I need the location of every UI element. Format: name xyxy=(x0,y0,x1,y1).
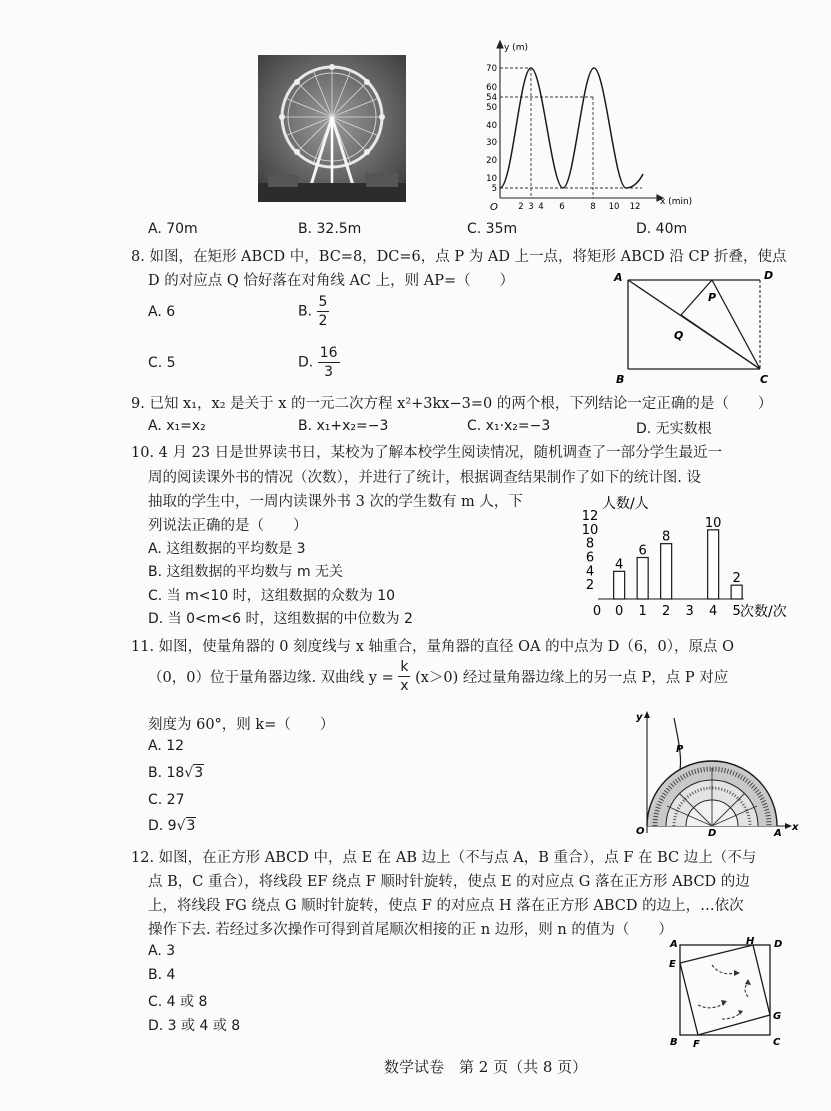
fraction xyxy=(317,293,330,330)
x-tick-label: 0 xyxy=(615,604,624,619)
q11-option-c[interactable]: C. 27 xyxy=(148,792,185,808)
q11-line2 xyxy=(148,658,728,695)
q11-line2-post: (x＞0) 经过量角器边缘上的另一点 P，点 P 对应 xyxy=(415,670,729,686)
denominator: x xyxy=(400,678,409,694)
y-tick: 54 xyxy=(486,93,497,103)
label-q: Q xyxy=(674,329,684,342)
y-tick: 40 xyxy=(486,121,497,131)
y-tick-label: 4 xyxy=(585,564,595,580)
numerator: k xyxy=(400,659,409,675)
x-tick-label: 1 xyxy=(638,604,647,619)
protractor-figure xyxy=(622,708,802,838)
q12-line1: 12. 如图，在正方形 ABCD 中，点 E 在 AB 边上（不与点 A，B 重合），点 F 在 BC 边上（不与 xyxy=(131,850,757,866)
q8-text-line2: D 的对应点 Q 恰好落在对角线 AC 上，则 AP=（ ） xyxy=(148,273,515,289)
q8-option-d-prefix: D. xyxy=(298,354,314,371)
label-d: D xyxy=(708,828,717,838)
x-tick-label: 3 xyxy=(685,604,694,619)
label-f: F xyxy=(693,1039,700,1050)
q8-option-b[interactable] xyxy=(298,293,329,330)
q11-line3: 刻度为 60°，则 k=（ ） xyxy=(148,717,335,733)
graph-y-label: y (m) xyxy=(504,43,528,53)
q10-line3: 抽取的学生中，一周内读课外书 3 次的学生数有 m 人，下 xyxy=(148,494,523,510)
q12-line2: 点 B，C 重合），将线段 EF 绕点 F 顺时针旋转，使点 E 的对应点 G 落在正方形 ABCD 的边 xyxy=(148,874,750,890)
q11-line2-pre: （0，0）位于量角器边缘. 双曲线 y = xyxy=(148,670,394,686)
origin-label: 0 xyxy=(592,604,602,619)
label-p: P xyxy=(676,744,684,755)
bar-0 xyxy=(614,571,625,599)
x-tick: 2 xyxy=(518,202,524,212)
q10-option-b[interactable]: B. 这组数据的平均数与 m 无关 xyxy=(148,564,344,580)
q8-option-c[interactable]: C. 5 xyxy=(148,355,176,371)
label-b: B xyxy=(670,1037,678,1048)
x-tick: 6 xyxy=(559,202,565,212)
label-c: C xyxy=(760,373,769,386)
q7-option-a[interactable]: A. 70m xyxy=(148,221,198,237)
denominator: 2 xyxy=(318,313,328,329)
x-tick-label: 5 xyxy=(732,604,741,619)
q10-option-c[interactable]: C. 当 m<10 时，这组数据的众数为 10 xyxy=(148,588,396,604)
q12-option-b[interactable]: B. 4 xyxy=(148,967,176,983)
x-tick-label: 4 xyxy=(709,604,718,619)
q10-line1: 10. 4 月 23 日是世界读书日，某校为了解本校学生阅读情况，随机调查了一部分学生最近一 xyxy=(131,445,723,461)
q8-text-line1: 8. 如图，在矩形 ABCD 中，BC=8，DC=6，点 P 为 AD 上一点，将矩形 ABCD 沿 CP 折叠，使点 xyxy=(131,249,787,265)
q9-option-c[interactable]: C. x₁·x₂=−3 xyxy=(467,418,551,434)
q9-option-a[interactable]: A. x₁=x₂ xyxy=(148,418,206,434)
bar-5 xyxy=(731,585,742,599)
q12-line3: 上，将线段 FG 绕点 G 顺时针旋转，使点 F 的对应点 H 落在正方形 ABCD 的边上，…依次 xyxy=(148,898,744,914)
y-tick-label: 6 xyxy=(585,550,595,566)
q11-option-b[interactable] xyxy=(148,765,204,781)
q12-option-a[interactable]: A. 3 xyxy=(148,943,176,959)
sqrt-sign: √ xyxy=(176,818,186,834)
x-tick: 10 xyxy=(608,202,620,212)
fraction-k-over-x xyxy=(398,658,410,695)
ferris-height-graph xyxy=(462,38,712,218)
bar-value-label: 4 xyxy=(615,557,624,573)
y-tick: 20 xyxy=(486,156,497,166)
label-c: C xyxy=(773,1037,781,1048)
graph-x-label: x (min) xyxy=(660,197,693,207)
q9-option-b[interactable]: B. x₁+x₂=−3 xyxy=(298,418,389,434)
chart-xlabel: 次数/次 xyxy=(740,604,787,620)
label-e: E xyxy=(669,959,676,970)
q12-option-c[interactable]: C. 4 或 8 xyxy=(148,994,208,1010)
x-tick-label: 2 xyxy=(662,604,671,619)
q8-option-d[interactable] xyxy=(298,344,340,381)
q8-option-a[interactable]: A. 6 xyxy=(148,304,176,320)
denominator: 3 xyxy=(324,364,334,380)
label-d: D xyxy=(774,939,783,950)
q11-option-d-prefix: D. 9 xyxy=(148,818,177,834)
label-b: B xyxy=(616,373,625,386)
y-tick-label: 10 xyxy=(582,522,599,538)
graph-origin: O xyxy=(490,202,498,213)
q9-option-d[interactable]: D. 无实数根 xyxy=(636,421,712,437)
y-tick: 30 xyxy=(486,138,497,148)
q8-figure xyxy=(608,265,788,390)
y-tick: 70 xyxy=(486,64,497,74)
q10-line4: 列说法正确的是（ ） xyxy=(148,518,308,534)
square-figure xyxy=(660,935,790,1050)
page-footer: 数学试卷 第 2 页（共 8 页） xyxy=(384,1058,588,1076)
label-a: A xyxy=(670,939,678,950)
q7-option-d[interactable]: D. 40m xyxy=(636,221,688,237)
sqrt-sign: √ xyxy=(184,765,194,781)
q7-option-c[interactable]: C. 35m xyxy=(467,221,518,237)
x-tick: 4 xyxy=(538,202,544,212)
fraction xyxy=(318,344,340,381)
y-tick-label: 12 xyxy=(582,509,599,524)
x-tick: 12 xyxy=(629,202,641,212)
y-tick-label: 8 xyxy=(585,536,595,552)
q11-option-b-prefix: B. 18 xyxy=(148,765,185,781)
bar-1 xyxy=(637,558,648,600)
bar-4 xyxy=(708,530,719,599)
q10-option-d[interactable]: D. 当 0<m<6 时，这组数据的中位数为 2 xyxy=(148,611,413,627)
label-d: D xyxy=(764,269,774,282)
y-tick-label: 2 xyxy=(585,578,595,594)
q7-option-b[interactable]: B. 32.5m xyxy=(298,221,362,237)
x-tick: 8 xyxy=(590,202,596,212)
bar-2 xyxy=(661,544,672,599)
bar-value-label: 8 xyxy=(662,529,671,545)
q12-line4: 操作下去. 若经过多次操作可得到首尾顺次相接的正 n 边形，则 n 的值为（ ） xyxy=(148,922,673,938)
label-a: A xyxy=(614,271,623,284)
reading-bar-chart xyxy=(582,494,792,622)
chart-ylabel: 人数/人 xyxy=(602,496,649,512)
x-tick: 3 xyxy=(528,202,534,212)
q10-line2: 周的阅读课外书的情况（次数），并进行了统计，根据调查结果制作了如下的统计图. 设 xyxy=(148,470,701,486)
label-h: H xyxy=(746,936,755,947)
radicand: 3 xyxy=(194,765,204,781)
axis-x-label: x xyxy=(792,822,799,833)
y-tick: 50 xyxy=(486,103,497,113)
label-p: P xyxy=(708,291,717,304)
y-tick: 60 xyxy=(486,83,497,93)
q12-option-d[interactable]: D. 3 或 4 或 8 xyxy=(148,1018,241,1034)
q11-line1: 11. 如图，使量角器的 0 刻度线与 x 轴重合，量角器的直径 OA 的中点为 D（6，0），原点 O xyxy=(131,639,735,655)
q10-option-a[interactable]: A. 这组数据的平均数是 3 xyxy=(148,541,306,557)
label-g: G xyxy=(773,1011,782,1022)
ferris-wheel-photo xyxy=(258,55,406,202)
numerator: 16 xyxy=(319,345,338,361)
chart-bars xyxy=(598,516,744,599)
radicand: 3 xyxy=(186,818,196,834)
y-tick: 10 xyxy=(486,174,497,184)
y-tick: 5 xyxy=(491,184,497,194)
q11-option-a[interactable]: A. 12 xyxy=(148,738,185,754)
label-o: O xyxy=(636,826,645,837)
q9-text: 9. 已知 x₁，x₂ 是关于 x 的一元二次方程 x²+3kx−3=0 的两个根，下列结论一定正确的是（ ） xyxy=(131,396,773,412)
axis-y-label: y xyxy=(636,712,643,723)
bar-value-label: 10 xyxy=(704,515,722,531)
numerator: 5 xyxy=(318,294,328,310)
q11-option-d[interactable] xyxy=(148,818,196,834)
bar-value-label: 6 xyxy=(638,543,647,559)
bar-value-label: 2 xyxy=(732,571,741,587)
label-a: A xyxy=(774,828,782,838)
q8-option-b-prefix: B. xyxy=(298,303,313,320)
